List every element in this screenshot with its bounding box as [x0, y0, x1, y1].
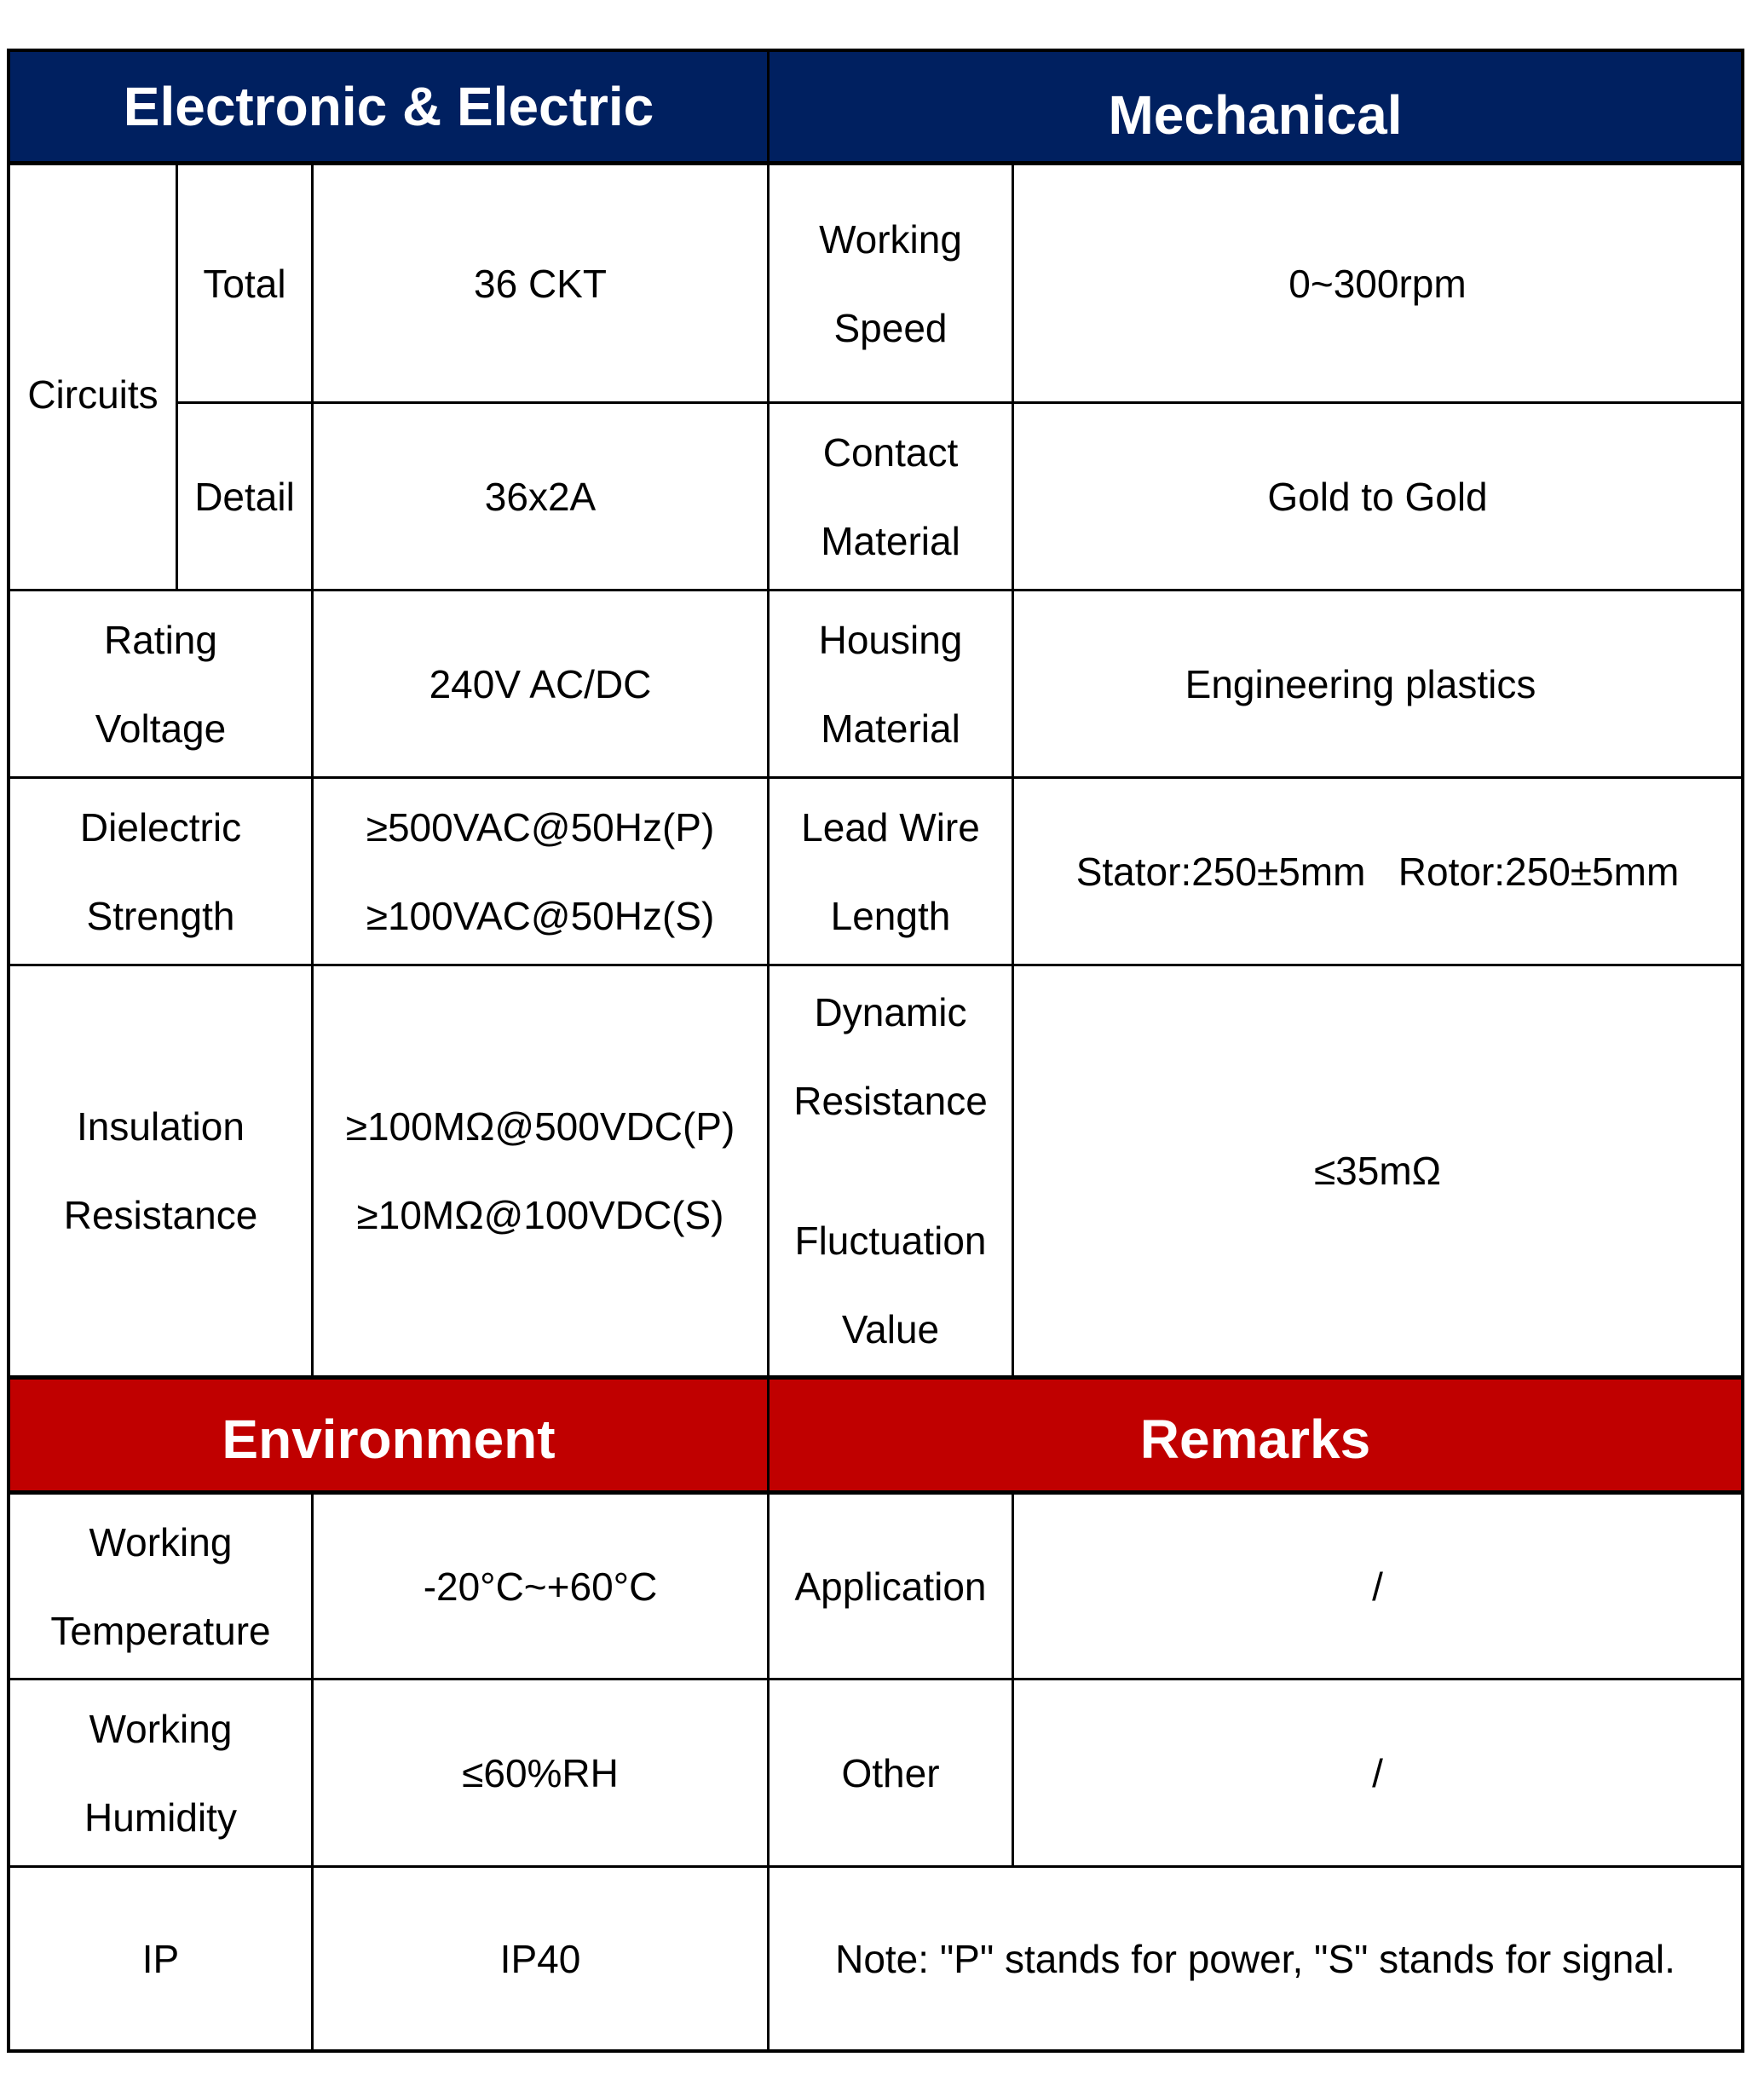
section-header-environment	[10, 1380, 770, 1495]
note-text: Note: "P" stands for power, "S" stands for signal.	[835, 1936, 1675, 1981]
contact-material-label-2: Material	[821, 518, 960, 563]
circuits-detail-value-cell	[314, 404, 770, 591]
working-temperature-label-2: Temperature	[50, 1608, 271, 1653]
lead-wire-length-label-cell	[770, 779, 1014, 966]
section-title-remarks: Remarks	[1139, 1409, 1371, 1470]
insulation-resistance-value-1: ≥100MΩ@500VDC(P)	[345, 1104, 735, 1149]
dynamic-resistance-value: ≤35mΩ	[1313, 1149, 1442, 1193]
dynamic-resistance-value-cell	[1014, 966, 1741, 1380]
ip-label: IP	[141, 1936, 180, 1981]
lead-wire-length-label-1: Lead Wire	[801, 804, 980, 850]
working-temperature-label-cell	[10, 1495, 314, 1680]
dynamic-resistance-label-1: Dynamic	[814, 990, 967, 1034]
ip-label-cell	[10, 1868, 314, 2049]
working-temperature-value-cell	[314, 1495, 770, 1680]
insulation-resistance-label-cell	[10, 966, 314, 1380]
insulation-resistance-value-2: ≥10MΩ@100VDC(S)	[356, 1193, 724, 1237]
lead-wire-length-value: Stator:250±5mm Rotor:250±5mm	[1075, 849, 1680, 894]
circuits-total-label-cell	[178, 165, 314, 404]
section-header-mechanical	[770, 52, 1741, 165]
rating-voltage-label-2: Voltage	[95, 706, 227, 751]
dielectric-strength-label-2: Strength	[86, 893, 235, 938]
working-temperature-label-1: Working	[89, 1519, 233, 1564]
rating-voltage-label-cell	[10, 591, 314, 779]
spec-table	[7, 49, 1744, 2053]
working-speed-label-cell	[770, 165, 1014, 404]
working-temperature-value: -20°C~+60°C	[423, 1564, 658, 1609]
contact-material-value: Gold to Gold	[1267, 474, 1488, 519]
dynamic-resistance-label-cell	[770, 966, 1014, 1380]
other-label: Other	[841, 1750, 940, 1795]
working-speed-value-cell	[1014, 165, 1741, 404]
dynamic-resistance-label-4: Value	[841, 1307, 940, 1351]
ip-value: IP40	[499, 1936, 581, 1981]
working-humidity-value-cell	[314, 1680, 770, 1868]
circuits-detail-label-cell	[178, 404, 314, 591]
circuits-detail-label: Detail	[194, 474, 295, 519]
section-header-remarks	[770, 1380, 1741, 1495]
ip-value-cell	[314, 1868, 770, 2049]
lead-wire-length-value-cell	[1014, 779, 1741, 966]
circuits-detail-value: 36x2A	[484, 474, 597, 519]
dielectric-strength-value-1: ≥500VAC@50Hz(P)	[366, 804, 715, 850]
dielectric-strength-value-cell	[314, 779, 770, 966]
insulation-resistance-label-2: Resistance	[63, 1193, 258, 1237]
dielectric-strength-label-cell	[10, 779, 314, 966]
section-title-environment: Environment	[222, 1409, 556, 1470]
circuits-total-value: 36 CKT	[474, 261, 607, 306]
housing-material-label-1: Housing	[818, 617, 963, 662]
other-label-cell	[770, 1680, 1014, 1868]
section-title-electronic: Electronic & Electric	[123, 76, 654, 137]
insulation-resistance-label-1: Insulation	[77, 1104, 245, 1149]
circuits-label-cell	[10, 165, 178, 591]
rating-voltage-value-cell	[314, 591, 770, 779]
contact-material-label-1: Contact	[822, 429, 959, 475]
housing-material-value: Engineering plastics	[1185, 661, 1536, 706]
contact-material-label-cell	[770, 404, 1014, 591]
rating-voltage-value: 240V AC/DC	[429, 661, 652, 706]
note-cell	[770, 1868, 1741, 2049]
dielectric-strength-label-1: Dielectric	[79, 804, 242, 850]
application-label: Application	[794, 1564, 987, 1609]
insulation-resistance-value-cell	[314, 966, 770, 1380]
other-value-cell	[1014, 1680, 1741, 1868]
housing-material-label-cell	[770, 591, 1014, 779]
section-header-electronic	[10, 52, 770, 165]
circuits-label: Circuits	[27, 372, 159, 417]
other-value: /	[1372, 1750, 1383, 1795]
application-value-cell	[1014, 1495, 1741, 1680]
dynamic-resistance-label-2: Resistance	[793, 1079, 988, 1123]
dynamic-resistance-label-3: Fluctuation	[794, 1219, 987, 1263]
working-humidity-label-2: Humidity	[84, 1795, 237, 1840]
housing-material-value-cell	[1014, 591, 1741, 779]
housing-material-label-2: Material	[821, 706, 960, 751]
working-humidity-label-cell	[10, 1680, 314, 1868]
working-speed-label-2: Speed	[833, 305, 948, 350]
circuits-total-value-cell	[314, 165, 770, 404]
dielectric-strength-value-2: ≥100VAC@50Hz(S)	[366, 893, 715, 938]
application-value: /	[1372, 1564, 1383, 1609]
circuits-total-label: Total	[203, 261, 286, 306]
working-speed-label-1: Working	[819, 216, 962, 262]
working-speed-value: 0~300rpm	[1288, 261, 1467, 306]
working-humidity-label-1: Working	[89, 1706, 233, 1751]
working-humidity-value: ≤60%RH	[462, 1750, 619, 1795]
section-title-mechanical: Mechanical	[1108, 84, 1403, 146]
application-label-cell	[770, 1495, 1014, 1680]
rating-voltage-label-1: Rating	[104, 617, 217, 662]
lead-wire-length-label-2: Length	[830, 893, 951, 938]
contact-material-value-cell	[1014, 404, 1741, 591]
